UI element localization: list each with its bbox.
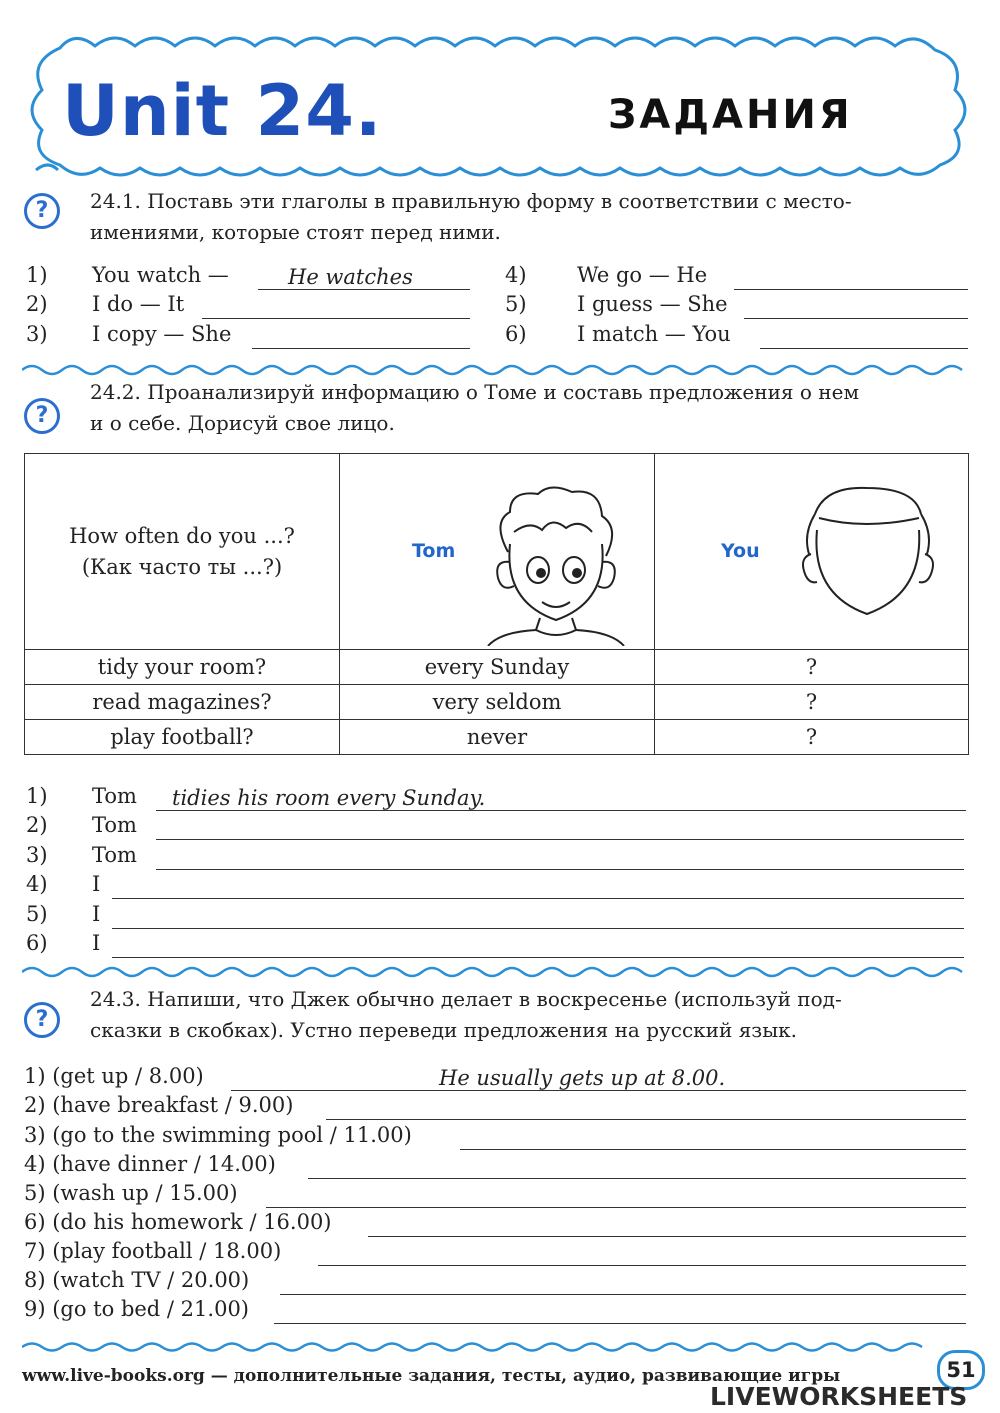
you-frequency-cell[interactable]: ?: [655, 685, 969, 720]
ex1-instruction: [90, 186, 852, 248]
answer-input[interactable]: [308, 1150, 966, 1179]
item-number: 2): [26, 813, 48, 837]
ex3-item: [24, 1237, 281, 1266]
item-number: 6): [26, 931, 48, 955]
ex2-sentence: [26, 811, 137, 840]
answer-input[interactable]: [266, 1179, 966, 1208]
question-icon: ?: [24, 398, 60, 434]
tom-cell: [340, 454, 655, 650]
item-number: 5): [505, 292, 527, 316]
item-prompt: 2) (have breakfast / 9.00): [24, 1093, 294, 1117]
sentence-subject: Tom: [92, 843, 137, 867]
ex3-instruction-line: 24.3. Напиши, что Джек обычно делает в воскресенье (используй под-: [90, 987, 842, 1011]
item-prompt: 3) (go to the swimming pool / 11.00): [24, 1123, 412, 1147]
tasks-title: ЗАДАНИЯ: [608, 92, 853, 138]
item-prompt: 7) (play football / 18.00): [24, 1239, 282, 1263]
wavy-divider: [22, 1340, 932, 1354]
ex2-sentence: [26, 870, 101, 899]
ex1-item: [505, 290, 728, 319]
item-prompt: 4) (have dinner / 14.00): [24, 1152, 276, 1176]
question-text: How often do you ...?: [69, 523, 295, 548]
boy-face-image: [480, 482, 630, 646]
ex3-item: [24, 1091, 293, 1120]
answer-input[interactable]: [156, 811, 964, 840]
item-prompt: We go — He: [577, 263, 708, 287]
item-number: 3): [26, 843, 48, 867]
item-prompt: You watch —: [92, 263, 229, 287]
answer-input[interactable]: [202, 290, 470, 319]
item-number: 3): [26, 322, 48, 346]
answer-input[interactable]: [112, 900, 964, 929]
item-prompt: I guess — She: [577, 292, 728, 316]
ex2-instruction-line: 24.2. Проанализируй информацию о Томе и составь предложения о нем: [90, 380, 860, 404]
answer-text: He watches: [288, 265, 413, 289]
ex1-item: [505, 261, 708, 290]
blank-face-image: [795, 474, 945, 624]
wavy-divider: [22, 964, 972, 980]
ex3-item: [24, 1266, 249, 1295]
ex3-item: [24, 1179, 238, 1208]
table-row: [25, 685, 969, 720]
ex1-item: [26, 290, 185, 319]
item-prompt: I copy — She: [92, 322, 232, 346]
answer-input[interactable]: [734, 261, 968, 290]
item-number: 4): [26, 872, 48, 896]
ex2-sentence: [26, 841, 137, 870]
ex3-instruction: [90, 984, 842, 1046]
answer-input[interactable]: [231, 1062, 966, 1091]
tom-frequency-cell: very seldom: [340, 685, 655, 720]
tom-frequency-cell: every Sunday: [340, 650, 655, 685]
activity-cell: read magazines?: [25, 685, 340, 720]
item-number: 5): [26, 902, 48, 926]
ex1-item: [26, 320, 232, 349]
item-prompt: 8) (watch TV / 20.00): [24, 1268, 250, 1292]
answer-input[interactable]: [258, 261, 470, 290]
item-prompt: 1) (get up / 8.00): [24, 1064, 204, 1088]
table-row: [25, 720, 969, 755]
ex1-instruction-line: 24.1. Поставь эти глаголы в правильную форму в соответствии с место-: [90, 189, 852, 213]
ex2-sentence: [26, 782, 137, 811]
ex2-sentence: [26, 900, 101, 929]
answer-text: He usually gets up at 8.00.: [439, 1066, 726, 1090]
item-number: 1): [26, 263, 48, 287]
question-translation: (Как часто ты ...?): [81, 554, 283, 579]
answer-input[interactable]: [280, 1266, 966, 1295]
ex3-item: [24, 1150, 276, 1179]
answer-input[interactable]: [252, 320, 470, 349]
ex3-item: [24, 1295, 249, 1324]
sentence-subject: I: [92, 872, 101, 896]
question-icon: ?: [24, 193, 60, 229]
you-frequency-cell[interactable]: ?: [655, 650, 969, 685]
answer-input[interactable]: [156, 841, 964, 870]
ex3-instruction-line: сказки в скобках). Устно переведи предложения на русский язык.: [90, 1018, 797, 1042]
answer-input[interactable]: [112, 870, 964, 899]
answer-input[interactable]: [744, 290, 968, 319]
question-cell: [25, 454, 340, 650]
answer-input[interactable]: [156, 782, 966, 811]
unit-title: Unit 24.: [62, 70, 383, 152]
sentence-subject: Tom: [92, 784, 137, 808]
sentence-subject: I: [92, 902, 101, 926]
ex3-item: [24, 1121, 412, 1150]
answer-input[interactable]: [368, 1208, 966, 1237]
item-prompt: 9) (go to bed / 21.00): [24, 1297, 249, 1321]
activity-cell: play football?: [25, 720, 340, 755]
tom-frequency-cell: never: [340, 720, 655, 755]
ex2-sentence: [26, 929, 101, 958]
table-header-row: [25, 454, 969, 650]
info-table: [24, 453, 969, 755]
item-prompt: 5) (wash up / 15.00): [24, 1181, 238, 1205]
item-number: 6): [505, 322, 527, 346]
answer-input[interactable]: [326, 1091, 966, 1120]
answer-input[interactable]: [318, 1237, 966, 1266]
table-row: [25, 650, 969, 685]
ex1-instruction-line: имениями, которые стоят перед ними.: [90, 220, 501, 244]
item-number: 2): [26, 292, 48, 316]
ex1-item: [26, 261, 229, 290]
answer-text: tidies his room every Sunday.: [172, 786, 486, 810]
item-prompt: I do — It: [92, 292, 185, 316]
sentence-subject: Tom: [92, 813, 137, 837]
answer-input[interactable]: [460, 1121, 966, 1150]
item-prompt: 6) (do his homework / 16.00): [24, 1210, 332, 1234]
sentence-subject: I: [92, 931, 101, 955]
footer-text: www.live-books.org — дополнительные задания, тесты, аудио, развивающие игры: [22, 1366, 841, 1386]
item-prompt: I match — You: [577, 322, 731, 346]
ex2-instruction-line: и о себе. Дорисуй свое лицо.: [90, 411, 395, 435]
wavy-divider: [22, 362, 972, 378]
ex1-item: [505, 320, 731, 349]
watermark-logo: LIVEWORKSHEETS: [710, 1382, 968, 1411]
ex3-item: [24, 1208, 332, 1237]
item-number: 1): [26, 784, 48, 808]
ex3-item: [24, 1062, 204, 1091]
answer-input[interactable]: [760, 320, 968, 349]
question-icon: ?: [24, 1002, 60, 1038]
activity-cell: tidy your room?: [25, 650, 340, 685]
answer-input[interactable]: [112, 929, 964, 958]
you-label: You: [721, 540, 760, 562]
page-number: 51: [937, 1350, 985, 1390]
answer-input[interactable]: [274, 1295, 966, 1324]
item-number: 4): [505, 263, 527, 287]
you-frequency-cell[interactable]: ?: [655, 720, 969, 755]
tom-label: Tom: [412, 540, 456, 562]
ex2-instruction: [90, 377, 859, 439]
you-cell: [655, 454, 969, 650]
